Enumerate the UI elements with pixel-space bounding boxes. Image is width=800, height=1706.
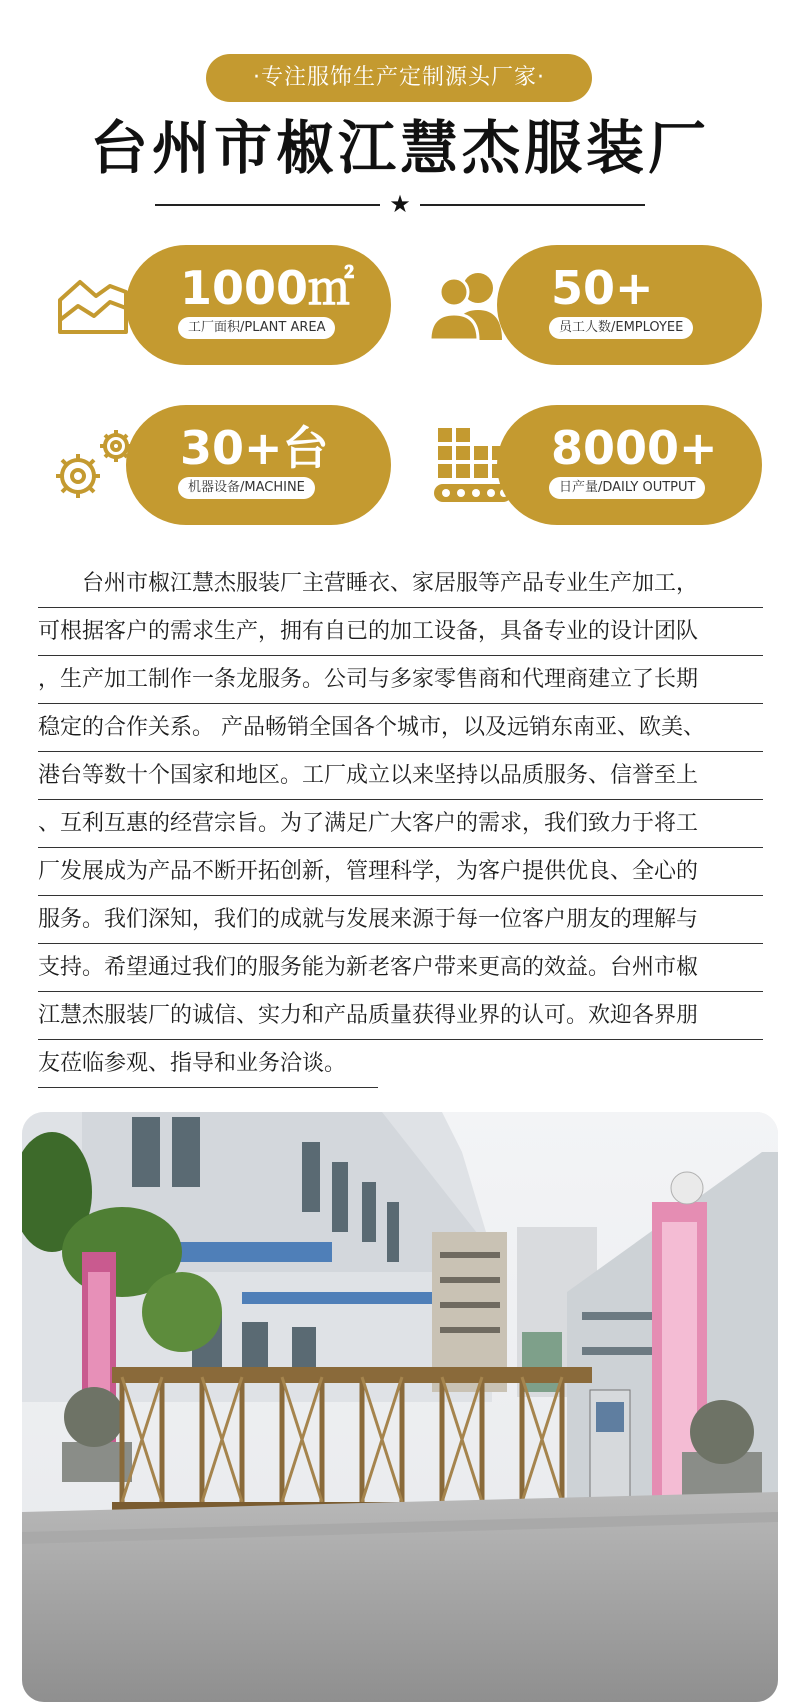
description-line: 台州市椒江慧杰服装厂主营睡衣、家居服等产品专业生产加工， [38, 560, 763, 608]
stat-value: 30+台 [180, 421, 329, 475]
description-line: 支持。希望通过我们的服务能为新老客户带来更高的效益。台州市椒 [38, 944, 763, 992]
tagline-badge: ·专注服饰生产定制源头厂家· [206, 54, 592, 102]
page-title: 台州市椒江慧杰服装厂 [89, 114, 710, 182]
title-divider-right [420, 204, 645, 206]
stat-plant-area [126, 245, 391, 365]
description-line: 可根据客户的需求生产，拥有自已的加工设备，具备专业的设计团队 [38, 608, 763, 656]
description-line: 服务。我们深知，我们的成就与发展来源于每一位客户朋友的理解与 [38, 896, 763, 944]
description-line: ，生产加工制作一条龙服务。公司与多家零售商和代理商建立了长期 [38, 656, 763, 704]
factory-gate-photo [22, 1112, 778, 1702]
description-line: 厂发展成为产品不断开拓创新，管理科学，为客户提供优良、全心的 [38, 848, 763, 896]
description-line: 友莅临参观、指导和业务洽谈。 [38, 1040, 378, 1088]
factory-gate-illustration [22, 1112, 778, 1702]
stat-daily-output [497, 405, 762, 525]
stat-label: 工厂面积/PLANT AREA [178, 317, 335, 339]
chart-area-icon [54, 262, 132, 340]
stat-employee [497, 245, 762, 365]
stat-machine [126, 405, 391, 525]
stat-label: 员工人数/EMPLOYEE [549, 317, 693, 339]
description-line: 、互利互惠的经营宗旨。为了满足广大客户的需求，我们致力于将工 [38, 800, 763, 848]
stat-label: 日产量/DAILY OUTPUT [549, 477, 705, 499]
description-line: 稳定的合作关系。 产品畅销全国各个城市，以及远销东南亚、欧美、 [38, 704, 763, 752]
description-line: 江慧杰服装厂的诚信、实力和产品质量获得业界的认可。欢迎各界朋 [38, 992, 763, 1040]
stat-value: 1000㎡ [180, 261, 355, 315]
title-divider-left [155, 204, 380, 206]
stat-value: 50+ [551, 261, 654, 315]
stat-value: 8000+ [551, 421, 718, 475]
stat-label: 机器设备/MACHINE [178, 477, 315, 499]
company-description [38, 560, 763, 1088]
description-line: 港台等数十个国家和地区。工厂成立以来坚持以品质服务、信誉至上 [38, 752, 763, 800]
star-icon: ★ [389, 190, 411, 218]
